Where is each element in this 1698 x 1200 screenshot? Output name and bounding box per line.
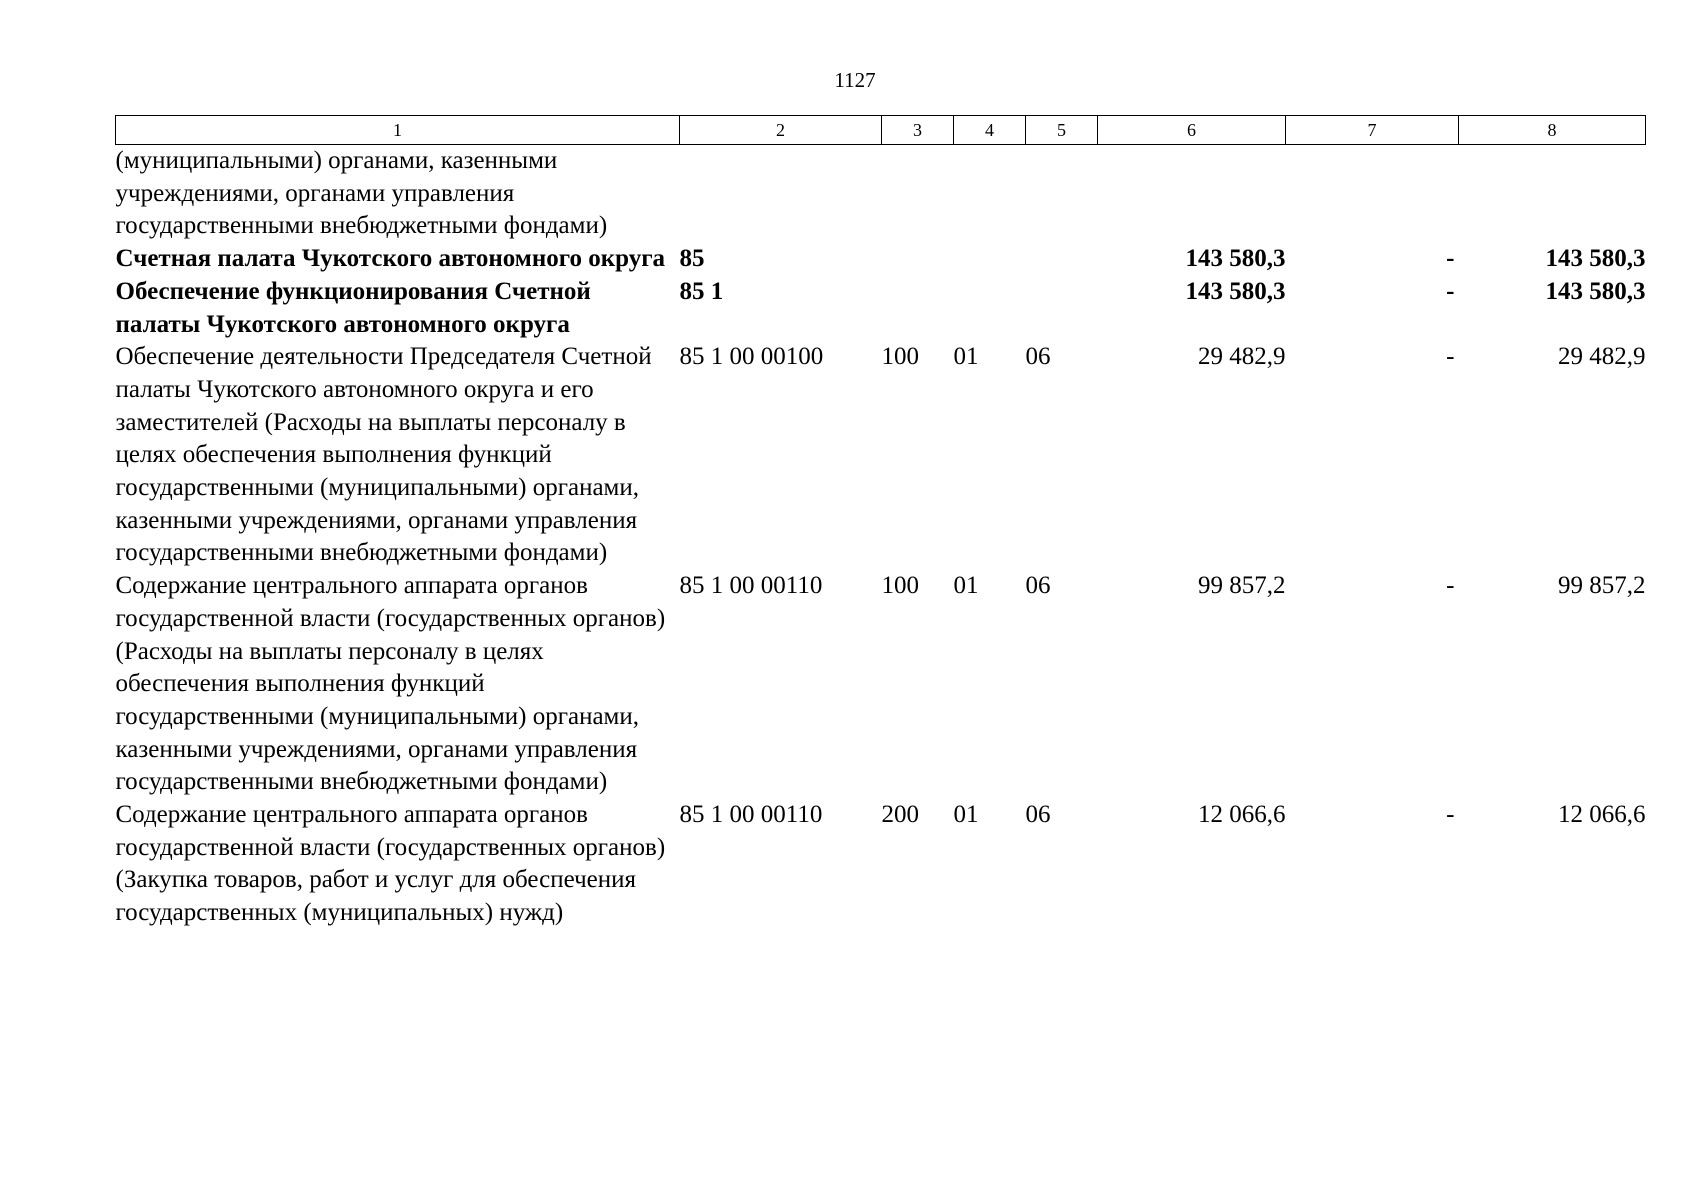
cell-expense-type (882, 243, 954, 276)
cell-code: 85 1 00 00100 (679, 343, 824, 371)
table-row (116, 145, 1646, 244)
cell-amount: 29 482,9 (1198, 343, 1286, 371)
cell-name: Обеспечение деятельности Председателя Счетной палаты Чукотского автономного округа и его заместителей (Расходы на выплаты персоналу в целях обеспечения выполнения функций государственными (муниципальными) органами, казенными учреждениями, органами управления государственными внебюджетными фондами) (115, 343, 652, 567)
table-row (116, 799, 1646, 930)
cell-code: 85 (679, 245, 705, 273)
table-body (116, 145, 1646, 930)
cell-code: 85 1 00 00110 (679, 801, 823, 829)
cell-code (680, 145, 882, 244)
cell-section: 01 (953, 343, 979, 371)
cell-subsection: 06 (1025, 572, 1051, 600)
cell-change: - (1446, 277, 1455, 305)
cell-name: Обеспечение функционирования Счетной палаты Чукотского автономного округа (115, 277, 591, 338)
cell-section: 01 (953, 572, 979, 600)
column-header-1: 1 (116, 116, 680, 145)
cell-expense-type: 200 (881, 801, 919, 829)
table-row (116, 570, 1646, 799)
cell-subsection (1026, 243, 1098, 276)
cell-change: - (1446, 572, 1455, 600)
cell-section (954, 276, 1026, 341)
column-header-5: 5 (1026, 116, 1098, 145)
page-number: 1127 (834, 68, 876, 92)
cell-amount: 143 580,3 (1185, 277, 1286, 305)
cell-change: - (1446, 343, 1455, 371)
table-header (116, 116, 1646, 145)
cell-subsection (1026, 145, 1098, 244)
table-row (116, 276, 1646, 341)
cell-total (1459, 145, 1646, 244)
cell-subsection: 06 (1025, 343, 1051, 371)
cell-total: 143 580,3 (1545, 277, 1646, 305)
budget-table (115, 115, 1646, 930)
cell-name: (муниципальными) органами, казенными учреждениями, органами управления государственными внебюджетными фондами) (115, 147, 608, 240)
cell-total: 12 066,6 (1558, 801, 1646, 829)
cell-change: - (1446, 245, 1455, 273)
cell-amount: 99 857,2 (1198, 572, 1286, 600)
column-header-3: 3 (882, 116, 954, 145)
cell-expense-type (882, 145, 954, 244)
table-row (116, 243, 1646, 276)
cell-amount: 12 066,6 (1198, 801, 1286, 829)
cell-code: 85 1 (679, 277, 724, 305)
cell-total: 143 580,3 (1545, 245, 1646, 273)
cell-total: 99 857,2 (1558, 572, 1646, 600)
cell-amount: 143 580,3 (1185, 245, 1286, 273)
column-header-8: 8 (1459, 116, 1646, 145)
cell-amount (1098, 145, 1286, 244)
cell-section (954, 145, 1026, 244)
cell-total: 29 482,9 (1558, 343, 1646, 371)
column-header-6: 6 (1098, 116, 1286, 145)
column-header-7: 7 (1286, 116, 1459, 145)
cell-code: 85 1 00 00110 (679, 572, 823, 600)
cell-name: Содержание центрального аппарата органов государственной власти (государственных органов) (Расходы на выплаты персоналу в целях обеспечения выполнения функций государственными (муниципальными) органами, казенными учреждениями, органами управления государственными внебюджетными фондами) (115, 572, 666, 796)
cell-name: Содержание центрального аппарата органов государственной власти (государственных органов) (Закупка товаров, работ и услуг для обеспечения государственных (муниципальных) нужд) (115, 801, 666, 927)
cell-change (1286, 145, 1459, 244)
cell-subsection (1026, 276, 1098, 341)
cell-name: Счетная палата Чукотского автономного округа (115, 245, 666, 273)
cell-change: - (1446, 801, 1455, 829)
cell-section (954, 243, 1026, 276)
cell-subsection: 06 (1025, 801, 1051, 829)
cell-section: 01 (953, 801, 979, 829)
cell-expense-type: 100 (881, 343, 919, 371)
column-header-4: 4 (954, 116, 1026, 145)
column-header-2: 2 (680, 116, 882, 145)
table-row (116, 341, 1646, 570)
header-row (116, 116, 1646, 145)
cell-expense-type (882, 276, 954, 341)
cell-expense-type: 100 (881, 572, 919, 600)
